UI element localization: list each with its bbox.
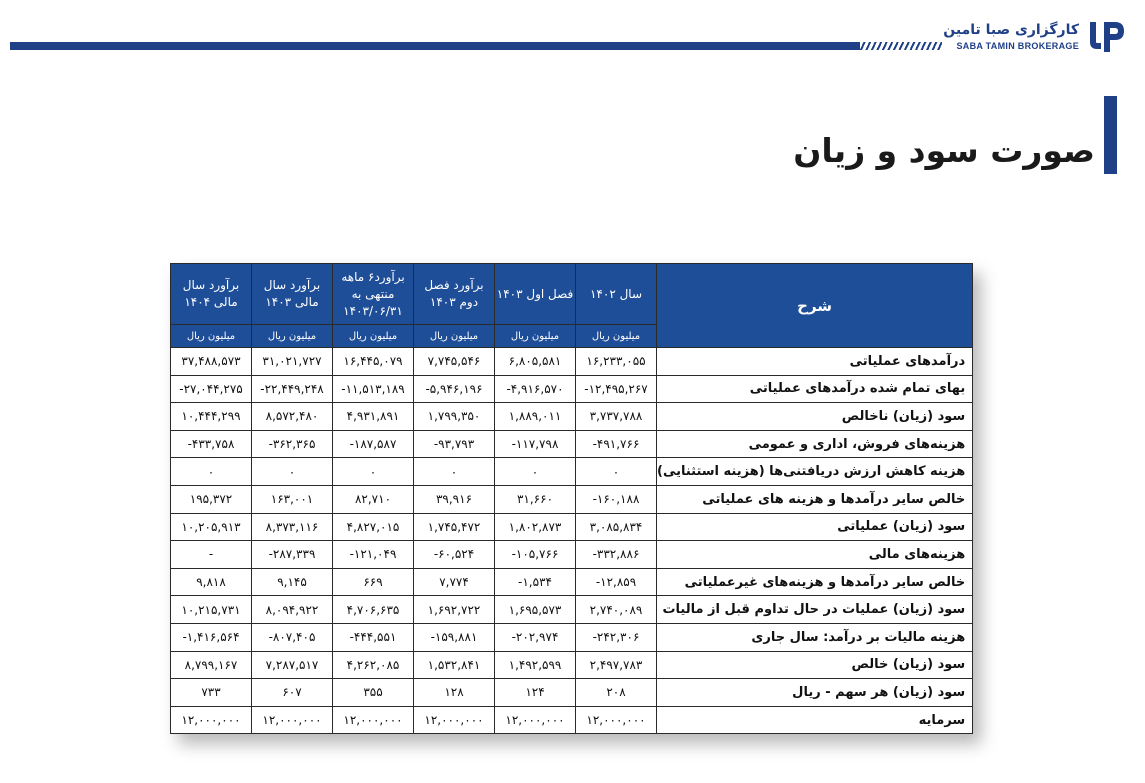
unit-label: میلیون ریال — [333, 325, 414, 348]
desc-column-header: شرح — [657, 264, 973, 348]
table-cell: -۴,۹۱۶,۵۷۰ — [495, 375, 576, 403]
table-cell: ۰ — [171, 458, 252, 486]
table-cell: ۱۲۸ — [414, 679, 495, 707]
row-label: هزینه‌های فروش، اداری و عمومی — [657, 430, 973, 458]
table-cell: ۰ — [576, 458, 657, 486]
table-cell: -۳۳۲,۸۸۶ — [576, 541, 657, 569]
column-header: فصل اول ۱۴۰۳ — [495, 264, 576, 325]
row-label: سود (زیان) ناخالص — [657, 403, 973, 431]
table-cell: -۱۵۹,۸۸۱ — [414, 623, 495, 651]
table-row — [171, 679, 973, 707]
column-header: برآورد۶ ماهه منتهی به ۱۴۰۳/۰۶/۳۱ — [333, 264, 414, 325]
table-header-row — [171, 264, 973, 325]
table-row — [171, 348, 973, 376]
table-cell: -۲۷,۰۴۴,۲۷۵ — [171, 375, 252, 403]
row-label: سود (زیان) خالص — [657, 651, 973, 679]
table-cell: ۱۲,۰۰۰,۰۰۰ — [171, 706, 252, 734]
column-header: برآورد سال مالی ۱۴۰۴ — [171, 264, 252, 325]
row-label: هزینه‌های مالی — [657, 541, 973, 569]
row-label: سرمایه — [657, 706, 973, 734]
table-cell: ۱۲,۰۰۰,۰۰۰ — [576, 706, 657, 734]
column-header: برآورد سال مالی ۱۴۰۳ — [252, 264, 333, 325]
column-header: برآورد فصل دوم ۱۴۰۳ — [414, 264, 495, 325]
row-label: سود (زیان) عملیات در حال تداوم قبل از مالیات — [657, 596, 973, 624]
table-cell: ۱,۸۰۲,۸۷۳ — [495, 513, 576, 541]
table-cell: ۸,۰۹۴,۹۲۲ — [252, 596, 333, 624]
brand-name-en: SABA TAMIN BROKERAGE — [956, 40, 1079, 51]
table-cell: ۱۶,۴۴۵,۰۷۹ — [333, 348, 414, 376]
title-accent-bar — [1104, 96, 1117, 174]
unit-label: میلیون ریال — [171, 325, 252, 348]
row-label: هزینه مالیات بر درآمد: سال جاری — [657, 623, 973, 651]
table-cell: ۱,۵۳۲,۸۴۱ — [414, 651, 495, 679]
table-row — [171, 706, 973, 734]
column-header: سال ۱۴۰۲ — [576, 264, 657, 325]
table-cell: ۳۹,۹۱۶ — [414, 485, 495, 513]
table-cell: ۱,۶۹۵,۵۷۳ — [495, 596, 576, 624]
table-cell: ۱۶۳,۰۰۱ — [252, 485, 333, 513]
table-row — [171, 485, 973, 513]
table-cell: -۸۰۷,۴۰۵ — [252, 623, 333, 651]
table-cell: ۳,۰۸۵,۸۳۴ — [576, 513, 657, 541]
table-row — [171, 568, 973, 596]
table-row — [171, 513, 973, 541]
table-cell: -۱۲,۸۵۹ — [576, 568, 657, 596]
table-cell: -۹۳,۷۹۳ — [414, 430, 495, 458]
table-cell: -۱۱,۵۱۳,۱۸۹ — [333, 375, 414, 403]
table-body — [171, 348, 973, 734]
saba-logo-icon — [1087, 16, 1127, 56]
table-cell: -۲۲,۴۴۹,۲۴۸ — [252, 375, 333, 403]
table-cell: -۲۸۷,۳۳۹ — [252, 541, 333, 569]
table-cell: ۹,۸۱۸ — [171, 568, 252, 596]
data-table — [170, 263, 973, 734]
table-row — [171, 623, 973, 651]
row-label: درآمدهای عملیاتی — [657, 348, 973, 376]
table-cell: -۱۲۱,۰۴۹ — [333, 541, 414, 569]
table-cell: ۱۰,۲۰۵,۹۱۳ — [171, 513, 252, 541]
unit-label: میلیون ریال — [252, 325, 333, 348]
table-row — [171, 403, 973, 431]
table-cell: ۰ — [495, 458, 576, 486]
table-cell: ۳۱,۶۶۰ — [495, 485, 576, 513]
table-cell: ۳,۷۳۷,۷۸۸ — [576, 403, 657, 431]
table-cell: ۶,۸۰۵,۵۸۱ — [495, 348, 576, 376]
table-cell: -۱۰۵,۷۶۶ — [495, 541, 576, 569]
table-cell: ۸,۷۹۹,۱۶۷ — [171, 651, 252, 679]
table-cell: ۱,۴۹۲,۵۹۹ — [495, 651, 576, 679]
table-cell: ۷۳۳ — [171, 679, 252, 707]
table-cell: -۴۴۴,۵۵۱ — [333, 623, 414, 651]
table-cell: ۱۲,۰۰۰,۰۰۰ — [252, 706, 333, 734]
table-cell: ۱۲۴ — [495, 679, 576, 707]
table-cell: ۴,۷۰۶,۶۳۵ — [333, 596, 414, 624]
table-cell: -۱۱۷,۷۹۸ — [495, 430, 576, 458]
unit-label: میلیون ریال — [495, 325, 576, 348]
unit-label: میلیون ریال — [576, 325, 657, 348]
table-cell: -۳۶۲,۳۶۵ — [252, 430, 333, 458]
table-cell: - — [171, 541, 252, 569]
table-cell: -۲۰۲,۹۷۴ — [495, 623, 576, 651]
table-cell: ۴,۲۶۲,۰۸۵ — [333, 651, 414, 679]
table-cell: -۴۳۳,۷۵۸ — [171, 430, 252, 458]
table-cell: ۳۵۵ — [333, 679, 414, 707]
table-cell: ۲۰۸ — [576, 679, 657, 707]
table-cell: ۱۰,۲۱۵,۷۳۱ — [171, 596, 252, 624]
row-label: سود (زیان) هر سهم - ریال — [657, 679, 973, 707]
table-cell: -۱۲,۴۹۵,۲۶۷ — [576, 375, 657, 403]
row-label: بهای تمام شده درآمدهای عملیاتی — [657, 375, 973, 403]
brand-logo — [943, 16, 1127, 56]
table-cell: ۷,۷۴۵,۵۴۶ — [414, 348, 495, 376]
table-cell: -۱,۵۳۴ — [495, 568, 576, 596]
table-cell: ۰ — [414, 458, 495, 486]
row-label: سود (زیان) عملیاتی — [657, 513, 973, 541]
table-cell: ۹,۱۴۵ — [252, 568, 333, 596]
table-cell: ۸,۳۷۳,۱۱۶ — [252, 513, 333, 541]
table-cell: -۴۹۱,۷۶۶ — [576, 430, 657, 458]
table-row — [171, 375, 973, 403]
table-cell: ۷,۲۸۷,۵۱۷ — [252, 651, 333, 679]
row-label: خالص سایر درآمدها و هزینه‌های غیرعملیاتی — [657, 568, 973, 596]
table-row — [171, 541, 973, 569]
table-cell: ۱۶,۲۳۳,۰۵۵ — [576, 348, 657, 376]
table-cell: ۱۲,۰۰۰,۰۰۰ — [495, 706, 576, 734]
table-cell: ۱۲,۰۰۰,۰۰۰ — [333, 706, 414, 734]
table-cell: -۵,۹۴۶,۱۹۶ — [414, 375, 495, 403]
table-cell: ۱,۸۸۹,۰۱۱ — [495, 403, 576, 431]
table-cell: ۳۷,۴۸۸,۵۷۳ — [171, 348, 252, 376]
brand-name-fa: کارگزاری صبا تامین — [943, 21, 1079, 38]
table-cell: ۶۶۹ — [333, 568, 414, 596]
table-cell: ۸,۵۷۲,۴۸۰ — [252, 403, 333, 431]
table-cell: ۱۲,۰۰۰,۰۰۰ — [414, 706, 495, 734]
table-cell: -۱۸۷,۵۸۷ — [333, 430, 414, 458]
table-row — [171, 458, 973, 486]
table-cell: -۱,۴۱۶,۵۶۴ — [171, 623, 252, 651]
header-stripe — [10, 42, 860, 50]
row-label: خالص سایر درآمدها و هزینه های عملیاتی — [657, 485, 973, 513]
table-cell: ۱,۷۴۵,۴۷۲ — [414, 513, 495, 541]
table-cell: ۱,۷۹۹,۳۵۰ — [414, 403, 495, 431]
table-cell: -۶۰,۵۲۴ — [414, 541, 495, 569]
table-cell: -۱۶۰,۱۸۸ — [576, 485, 657, 513]
table-cell: ۳۱,۰۲۱,۷۲۷ — [252, 348, 333, 376]
table-cell: ۱۰,۴۴۴,۲۹۹ — [171, 403, 252, 431]
table-cell: ۱,۶۹۲,۷۲۲ — [414, 596, 495, 624]
table-cell: ۲,۷۴۰,۰۸۹ — [576, 596, 657, 624]
table-cell: -۲۴۲,۳۰۶ — [576, 623, 657, 651]
table-row — [171, 430, 973, 458]
table-cell: ۷,۷۷۴ — [414, 568, 495, 596]
table-row — [171, 596, 973, 624]
table-cell: ۶۰۷ — [252, 679, 333, 707]
table-cell: ۱۹۵,۳۷۲ — [171, 485, 252, 513]
table-cell: ۴,۸۲۷,۰۱۵ — [333, 513, 414, 541]
table-cell: ۰ — [252, 458, 333, 486]
table-cell: ۰ — [333, 458, 414, 486]
header-stripe-hatch — [858, 42, 942, 50]
table-cell: ۲,۴۹۷,۷۸۳ — [576, 651, 657, 679]
brand-text — [943, 22, 1079, 51]
table-row — [171, 651, 973, 679]
income-statement-table — [170, 263, 973, 734]
page-title: صورت سود و زیان — [793, 131, 1095, 170]
table-cell: ۸۲,۷۱۰ — [333, 485, 414, 513]
row-label: هزینه کاهش ارزش دریافتنی‌ها (هزینه استثنایی) — [657, 458, 973, 486]
table-cell: ۴,۹۳۱,۸۹۱ — [333, 403, 414, 431]
unit-label: میلیون ریال — [414, 325, 495, 348]
